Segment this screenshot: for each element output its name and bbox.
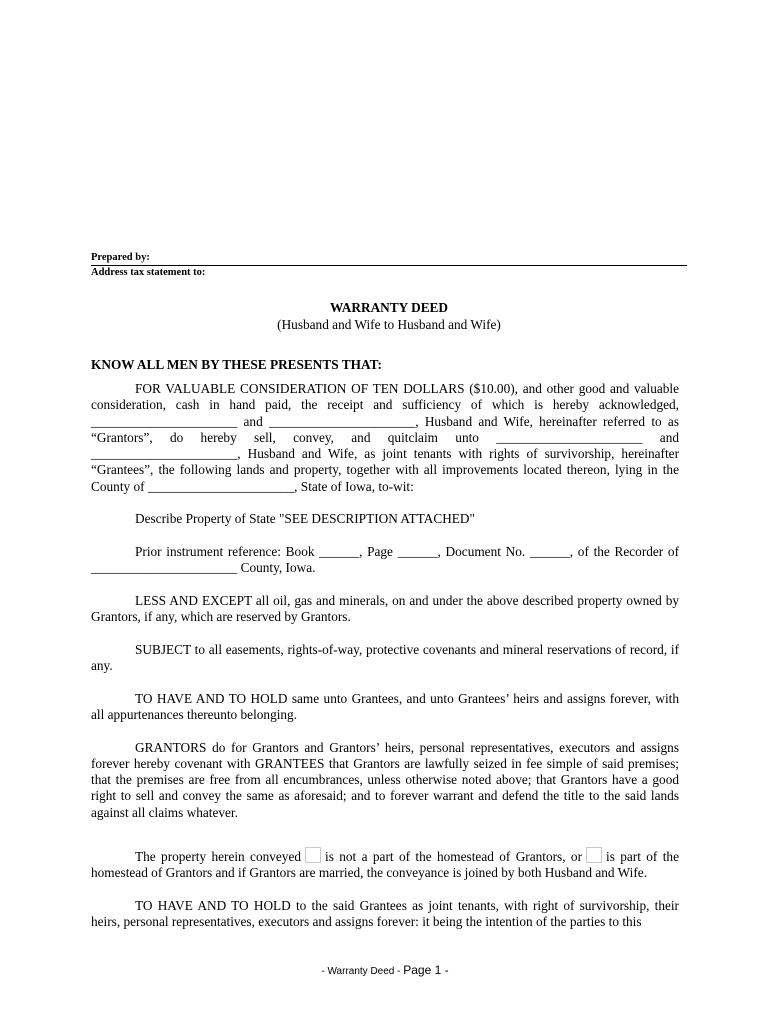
deed-body [91, 381, 679, 931]
less-and-except-paragraph: LESS AND EXCEPT all oil, gas and minerals, on and under the above described property owned by Grantors, if any, which are reserved by Grantors. [91, 592, 679, 625]
subject-to-paragraph: SUBJECT to all easements, rights-of-way, protective covenants and mineral reservations of record, if any. [91, 641, 679, 674]
footer-label: - Warranty Deed - [321, 966, 401, 977]
not-homestead-checkbox[interactable] [305, 847, 321, 863]
footer-page-number: Page 1 - [403, 963, 449, 977]
covenant-paragraph: GRANTORS do for Grantors and Grantors’ heirs, personal representatives, executors and assigns forever hereby covenant with GRANTEES that Grantors are lawfully seized in fee simple of said premises; that the premises are free from all encumbrances, unless otherwise noted above; that Grantors have a good right to sell and convey the same as aforesaid; and to forever warrant and defend the title to the said lands against all claims whatever. [91, 739, 679, 820]
address-tax-label: Address tax statement to: [91, 267, 206, 278]
homestead-text-2: is not a part of the homestead of Grantors, or [325, 849, 582, 865]
deed-title: WARRANTY DEED [329, 300, 449, 315]
page-footer [0, 963, 770, 977]
deed-title-block [91, 299, 687, 333]
prior-instrument-paragraph: Prior instrument reference: Book ______, Page ______, Document No. ______, of the Recorder of ______________________ County, Iowa. [91, 543, 679, 576]
joint-tenancy-paragraph: TO HAVE AND TO HOLD to the said Grantees as joint tenants, with right of survivorship, their heirs, personal representatives, executors and assigns forever: it being the intention of the parties to this [91, 897, 679, 930]
homestead-text-3: is part of the homestead of Grantors and if Grantors are married, the conveyance is joined by both Husband and Wife. [91, 849, 679, 881]
prepared-block [91, 252, 687, 280]
homestead-paragraph [91, 847, 679, 882]
prepared-by-label: Prepared by: [91, 252, 687, 266]
homestead-text-1: The property herein conveyed [135, 849, 302, 865]
habendum-paragraph: TO HAVE AND TO HOLD same unto Grantees, and unto Grantees’ heirs and assigns forever, with all appurtenances thereunto belonging. [91, 690, 679, 722]
is-homestead-checkbox[interactable] [586, 847, 602, 863]
consideration-paragraph: FOR VALUABLE CONSIDERATION OF TEN DOLLARS ($10.00), and other good and valuable consideration, cash in hand paid, the receipt and sufficiency of which is hereby acknowledged, ______________________ and ______________________, Husband and Wife, hereinafter referred to as “Grantors”, do hereby sell, convey, and quitclaim unto ______________________ and ______________________, Husband and Wife, as joint tenants with rights of survivorship, hereinafter “Grantees”, the following lands and property, together with all improvements located thereon, lying in the County of ______________________, State of Iowa, to-wit: [91, 381, 679, 494]
property-description-paragraph: Describe Property of State "SEE DESCRIPTION ATTACHED" [135, 511, 475, 527]
section-heading: KNOW ALL MEN BY THESE PRESENTS THAT: [91, 357, 382, 372]
deed-subtitle: (Husband and Wife to Husband and Wife) [277, 317, 501, 332]
